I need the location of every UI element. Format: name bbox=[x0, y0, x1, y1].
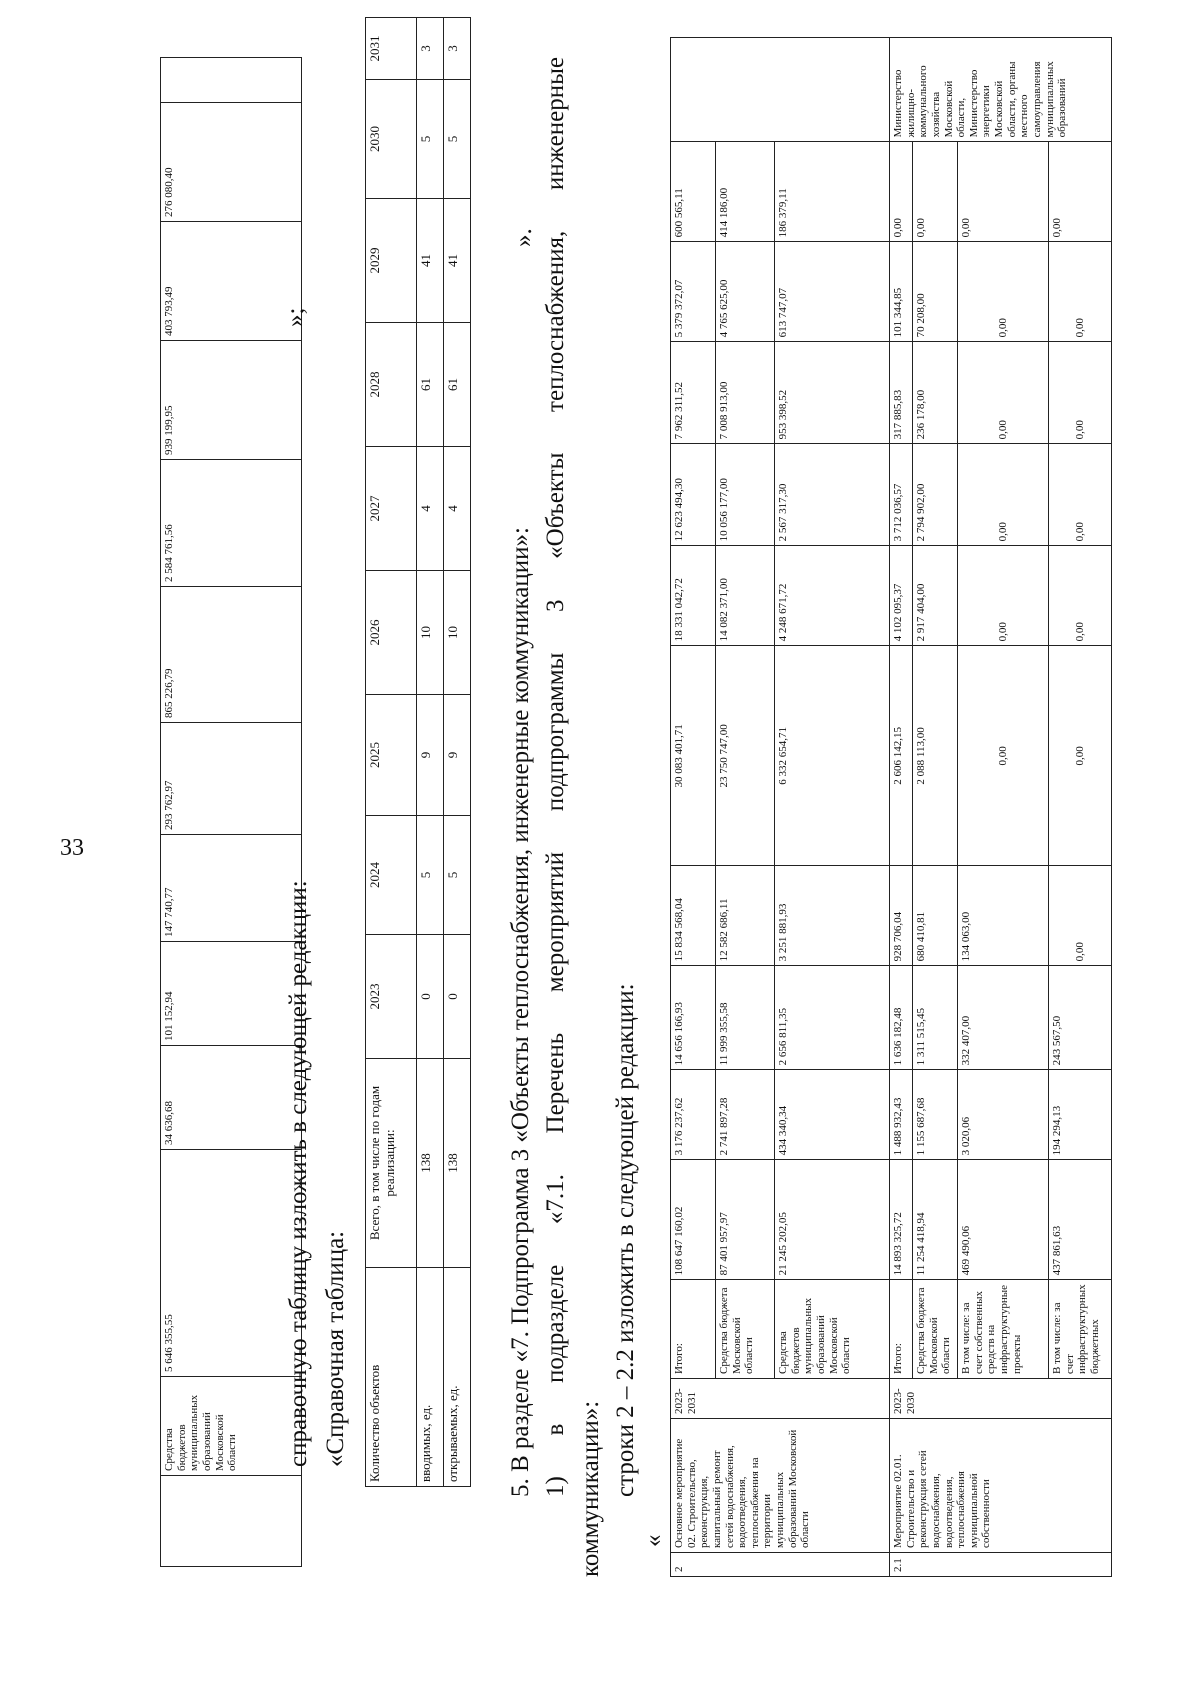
cell-2026: 2 088 113,00 bbox=[913, 646, 958, 866]
cell-2025: 15 834 568,04 bbox=[671, 866, 716, 966]
cell-total: 21 245 202,05 bbox=[775, 1160, 890, 1280]
funding-source: Итого: bbox=[671, 1280, 716, 1379]
table-row bbox=[671, 38, 716, 1577]
cell-2029: 7 962 311,52 bbox=[671, 342, 716, 444]
row-label: вводимых, ед. bbox=[417, 1268, 444, 1487]
table-row bbox=[444, 18, 471, 1487]
sub-item-word: подпрограммы bbox=[542, 652, 569, 812]
cell-value: 4 bbox=[444, 447, 471, 571]
cell-2025: 0,00 bbox=[1049, 866, 1112, 966]
top-funding-table bbox=[160, 57, 302, 1567]
cell-2027: 0,00 bbox=[958, 546, 1049, 646]
cell-2027: 18 331 042,72 bbox=[671, 546, 716, 646]
cell-2024: 1 636 182,48 bbox=[890, 966, 913, 1070]
cell-2027: 14 082 371,00 bbox=[716, 546, 775, 646]
cell-total: 108 647 160,02 bbox=[671, 1160, 716, 1280]
table-row bbox=[1049, 38, 1112, 1577]
cell-2028: 2 567 317,30 bbox=[775, 444, 890, 546]
header-year: 2023 bbox=[366, 935, 417, 1059]
cell-value: 5 bbox=[417, 816, 444, 935]
value-2029: 939 199,95 bbox=[161, 341, 302, 460]
cell-2024: 243 567,50 bbox=[1049, 966, 1112, 1070]
cell-total: 437 861,63 bbox=[1049, 1160, 1112, 1280]
cell-2029: 953 398,52 bbox=[775, 342, 890, 444]
measure-period: 2023-2030 bbox=[890, 1379, 1112, 1419]
sub-item-word: инженерные bbox=[542, 57, 569, 191]
cell-2025: 134 063,00 bbox=[958, 866, 1049, 966]
cell-value: 5 bbox=[417, 80, 444, 199]
value-2031: 276 080,40 bbox=[161, 103, 302, 222]
funding-source: Средства бюджета Московской области bbox=[913, 1280, 958, 1379]
cell-2023: 1 155 687,68 bbox=[913, 1070, 958, 1160]
cell-2028: 0,00 bbox=[1049, 444, 1112, 546]
cell-2024: 332 407,00 bbox=[958, 966, 1049, 1070]
cell-value: 41 bbox=[444, 199, 471, 323]
cell-2031: 600 565,11 bbox=[671, 142, 716, 242]
header-year: 2029 bbox=[366, 199, 417, 323]
cell-2025: 928 706,04 bbox=[890, 866, 913, 966]
cell-2031: 0,00 bbox=[1049, 142, 1112, 242]
header-year: 2027 bbox=[366, 447, 417, 571]
cell-2030: 101 344,85 bbox=[890, 242, 913, 342]
cell-2030: 70 208,00 bbox=[913, 242, 958, 342]
cell-2028: 0,00 bbox=[958, 444, 1049, 546]
sub-item-word: в bbox=[542, 1423, 569, 1436]
cell-value: 0 bbox=[444, 935, 471, 1059]
header-year: 2030 bbox=[366, 80, 417, 199]
cell-2027: 4 102 095,37 bbox=[890, 546, 913, 646]
cell-2029: 0,00 bbox=[1049, 342, 1112, 444]
measure-name: Мероприятие 02.01. Строительство и реконструкция сетей водоснабжения, водоотведения, теплоснабжения муниципальной собственности bbox=[890, 1419, 1112, 1553]
header-objects-count: Количество объектов bbox=[366, 1268, 417, 1487]
cell-2023: 3 176 237,62 bbox=[671, 1070, 716, 1160]
header-year: 2025 bbox=[366, 695, 417, 816]
value-2026: 293 762,97 bbox=[161, 723, 302, 835]
page-number: 33 bbox=[60, 835, 84, 861]
sub-item-word: 1) bbox=[542, 1476, 569, 1497]
cell-2024: 14 656 166,93 bbox=[671, 966, 716, 1070]
section-heading: 5. В разделе «7. Подпрограмма 3 «Объекты теплоснабжения, инженерные коммуникации»: bbox=[507, 527, 534, 1497]
table-row bbox=[775, 38, 890, 1577]
cell-value: 41 bbox=[417, 199, 444, 323]
sub-item-word: Перечень bbox=[542, 1032, 569, 1134]
cell-total: 14 893 325,72 bbox=[890, 1160, 913, 1280]
cell-value: 9 bbox=[444, 695, 471, 816]
sub-item-word: подразделе bbox=[542, 1264, 569, 1384]
header-year: 2024 bbox=[366, 816, 417, 935]
cell-value: 10 bbox=[444, 571, 471, 695]
text-line-2: «Справочная таблица: bbox=[322, 1230, 349, 1467]
cell-2026: 6 332 654,71 bbox=[775, 646, 890, 866]
funding-source: В том числе: за счет инфраструктурных бюджетных bbox=[1049, 1280, 1112, 1379]
cell-2031: 414 186,00 bbox=[716, 142, 775, 242]
cell-value: 5 bbox=[444, 816, 471, 935]
cell-value: 3 bbox=[444, 18, 471, 80]
cell-value: 138 bbox=[444, 1059, 471, 1268]
cell-2026: 23 750 747,00 bbox=[716, 646, 775, 866]
cell-2025: 3 251 881,93 bbox=[775, 866, 890, 966]
table-cell-empty bbox=[161, 58, 302, 103]
cell-2023: 194 294,13 bbox=[1049, 1070, 1112, 1160]
opening-quote-mark: « bbox=[640, 1534, 667, 1547]
cell-2027: 2 917 404,00 bbox=[913, 546, 958, 646]
funding-source-label: Средства бюджетов муниципальных образований Московской области bbox=[161, 1377, 302, 1476]
cell-value: 61 bbox=[417, 323, 444, 447]
cell-2023: 434 340,34 bbox=[775, 1070, 890, 1160]
header-total: Всего, в том числе по годам реализации: bbox=[366, 1059, 417, 1268]
measure-period: 2023-2031 bbox=[671, 1379, 890, 1419]
closing-quote-mark: ». bbox=[510, 228, 537, 247]
table-cell-empty bbox=[161, 1476, 302, 1567]
cell-2026: 0,00 bbox=[1049, 646, 1112, 866]
cell-2029: 236 178,00 bbox=[913, 342, 958, 444]
cell-2026: 2 606 142,15 bbox=[890, 646, 913, 866]
value-2030: 403 793,49 bbox=[161, 222, 302, 341]
funding-source: Итого: bbox=[890, 1280, 913, 1379]
cell-2024: 11 999 355,58 bbox=[716, 966, 775, 1070]
value-2024: 101 152,94 bbox=[161, 942, 302, 1046]
value-2025: 147 740,77 bbox=[161, 835, 302, 942]
cell-2030: 613 747,07 bbox=[775, 242, 890, 342]
sub-item-word: теплоснабжения, bbox=[542, 230, 569, 412]
cell-2024: 1 311 515,45 bbox=[913, 966, 958, 1070]
header-year: 2031 bbox=[366, 18, 417, 80]
cell-2023: 2 741 897,28 bbox=[716, 1070, 775, 1160]
header-year: 2026 bbox=[366, 571, 417, 695]
cell-2031: 0,00 bbox=[958, 142, 1049, 242]
cell-total: 11 254 418,94 bbox=[913, 1160, 958, 1280]
value-total: 5 646 355,55 bbox=[161, 1150, 302, 1377]
cell-2028: 2 794 902,00 bbox=[913, 444, 958, 546]
cell-2024: 2 656 811,35 bbox=[775, 966, 890, 1070]
cell-2027: 4 248 671,72 bbox=[775, 546, 890, 646]
row-number: 2.1 bbox=[890, 1553, 1112, 1577]
cell-value: 4 bbox=[417, 447, 444, 571]
cell-2029: 317 885,83 bbox=[890, 342, 913, 444]
cell-2025: 12 582 686,11 bbox=[716, 866, 775, 966]
sub-item-line bbox=[542, 57, 570, 1497]
table-row bbox=[716, 38, 775, 1577]
measure-name: Основное мероприятие 02. Строительство, реконструкция, капитальный ремонт сетей водоснабжения, водоотведения, теплоснабжения на территории муниципальных образований Московской области bbox=[671, 1419, 890, 1553]
cell-2028: 12 623 494,30 bbox=[671, 444, 716, 546]
cell-value: 3 bbox=[417, 18, 444, 80]
cell-2030: 0,00 bbox=[1049, 242, 1112, 342]
cell-2029: 0,00 bbox=[958, 342, 1049, 444]
cell-value: 5 bbox=[444, 80, 471, 199]
cell-2031: 0,00 bbox=[913, 142, 958, 242]
text-line-1: справочную таблицу изложить в следующей редакции: bbox=[285, 880, 312, 1467]
cell-2028: 3 712 036,57 bbox=[890, 444, 913, 546]
header-year: 2028 bbox=[366, 323, 417, 447]
cell-2028: 10 056 177,00 bbox=[716, 444, 775, 546]
row-number: 2 bbox=[671, 1553, 890, 1577]
cell-2026: 30 083 401,71 bbox=[671, 646, 716, 866]
funding-source: Средства бюджета Московской области bbox=[716, 1280, 775, 1379]
cell-value: 61 bbox=[444, 323, 471, 447]
cell-2031: 186 379,11 bbox=[775, 142, 890, 242]
cell-2027: 0,00 bbox=[1049, 546, 1112, 646]
cell-value: 10 bbox=[417, 571, 444, 695]
sub-item-word: 3 bbox=[542, 599, 569, 612]
cell-2026: 0,00 bbox=[958, 646, 1049, 866]
cell-total: 87 401 957,97 bbox=[716, 1160, 775, 1280]
reference-table bbox=[365, 17, 471, 1487]
sub-item-continuation: коммуникации»: bbox=[577, 1400, 604, 1577]
cell-value: 0 bbox=[417, 935, 444, 1059]
table-row bbox=[161, 58, 302, 1567]
value-2028: 2 584 761,56 bbox=[161, 460, 302, 587]
table-row bbox=[958, 38, 1049, 1577]
cell-2029: 7 008 913,00 bbox=[716, 342, 775, 444]
funding-source: Средства бюджетов муниципальных образований Московской области bbox=[775, 1280, 890, 1379]
table-row bbox=[366, 18, 417, 1487]
cell-2025: 680 410,81 bbox=[913, 866, 958, 966]
cell-2023: 3 020,06 bbox=[958, 1070, 1049, 1160]
cell-2030: 5 379 372,07 bbox=[671, 242, 716, 342]
measures-table bbox=[670, 37, 1112, 1577]
funding-source: В том числе: за счет собственных средств на инфраструктурные проекты bbox=[958, 1280, 1049, 1379]
row-label: открываемых, ед. bbox=[444, 1268, 471, 1487]
cell-total: 469 490,06 bbox=[958, 1160, 1049, 1280]
table-row bbox=[913, 38, 958, 1577]
rows-instruction: строки 2 – 2.2 изложить в следующей редакции: bbox=[612, 983, 639, 1497]
value-2027: 865 226,79 bbox=[161, 587, 302, 723]
sub-item-word: «Объекты bbox=[542, 452, 569, 559]
cell-2030: 4 765 625,00 bbox=[716, 242, 775, 342]
sub-item-word: «7.1. bbox=[542, 1174, 569, 1225]
responsible-executor: Министерство жилищно-коммунального хозяйства Московской области, Министерство энергетики Московской области, органы местного самоуправления муниципальных образований bbox=[890, 38, 1112, 142]
cell-value: 9 bbox=[417, 695, 444, 816]
value-2023: 34 636,68 bbox=[161, 1046, 302, 1150]
table-row bbox=[417, 18, 444, 1487]
sub-item-word: мероприятий bbox=[542, 851, 569, 993]
cell-2030: 0,00 bbox=[958, 242, 1049, 342]
table-row bbox=[890, 38, 913, 1577]
cell-empty bbox=[671, 38, 890, 142]
closing-quote-mark: »; bbox=[282, 307, 309, 327]
cell-2023: 1 488 932,43 bbox=[890, 1070, 913, 1160]
cell-2031: 0,00 bbox=[890, 142, 913, 242]
cell-value: 138 bbox=[417, 1059, 444, 1268]
